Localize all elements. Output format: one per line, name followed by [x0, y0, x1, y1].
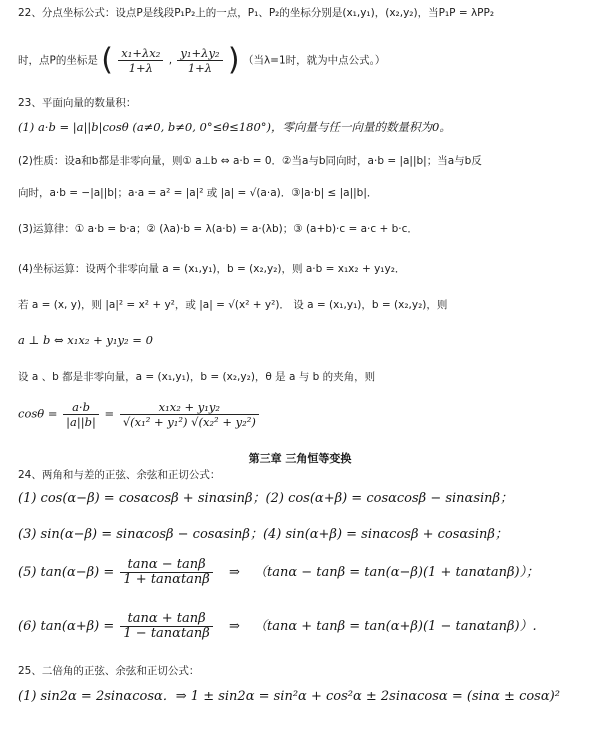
tan-diff-rearranged: （tanα − tanβ = tan(α−β)(1 + tanαtanβ)）； — [254, 565, 540, 580]
implies-arrow: ⇒ — [228, 565, 240, 580]
right-paren: ) — [227, 42, 240, 78]
point-x-denominator: 1+λ — [128, 61, 153, 75]
angle-definition: 设 a 、b 都是非零向量，a = (x₁,y₁)，b = (x₂,y₂)，θ 是 a 与 b 的夹角，则 — [18, 371, 376, 383]
tan-diff-numerator: tanα − tanβ — [120, 558, 212, 573]
cos-fraction-coord — [120, 400, 259, 429]
section-25-heading: 25、二倍角的正弦、余弦和正切公式： — [18, 665, 200, 677]
left-paren: ( — [101, 42, 113, 78]
point-y-denominator: 1+λ — [187, 61, 213, 75]
vector-magnitude: 若 a = (x, y)，则 |a|² = x² + y²，或 |a| = √(x² + y²)． 设 a = (x₁,y₁)，b = (x₂,y₂)，则 — [18, 299, 448, 311]
dot-product-properties-2: 向时，a·b = −|a||b|；a·a = a² = |a|² 或 |a| = √(a·a)．③|a·b| ≤ |a||b|． — [18, 187, 378, 199]
section-24-heading: 24、两角和与差的正弦、余弦和正切公式： — [18, 469, 221, 481]
point-y-fraction — [177, 46, 222, 75]
cos-sum-diff-formulas: (1) cos(α−β) = cosαcosβ + sinαsinβ；(2) cos(α+β) = cosαcosβ − sinαsinβ； — [18, 491, 514, 506]
perpendicular-condition: a ⊥ b ⇔ x₁x₂ + y₁y₂ = 0 — [18, 333, 153, 347]
tan-sum-denominator: 1 − tanαtanβ — [123, 626, 210, 641]
tan-sum-formula — [18, 612, 590, 656]
tan-diff-formula — [18, 558, 590, 602]
dot-product-properties-1: (2)性质：设a和b都是非零向量，则① a⊥b ⇔ a·b = 0．②当a与b同向时，a·b = |a||b|；当a与b反 — [18, 155, 482, 167]
dot-product-coordinates: (4)坐标运算：设两个非零向量 a = (x₁,y₁)，b = (x₂,y₂)，则 a·b = x₁x₂ + y₁y₂． — [18, 263, 406, 275]
cos-numerator-vector: a·b — [63, 400, 99, 415]
dot-product-definition: (1) a·b = |a||b|cosθ (a≠0, b≠0, 0°≤θ≤180°)，零向量与任一向量的数量积为0。 — [18, 120, 451, 134]
tan-diff-fraction — [120, 558, 212, 587]
midpoint-note: （当λ=1时，就为中点公式。） — [242, 54, 386, 67]
cos-denominator-vector: |a||b| — [66, 415, 96, 429]
tan-diff-label: (5) tan(α−β) = — [18, 565, 115, 580]
cos-fraction-vector — [63, 400, 99, 429]
tan-diff-denominator: 1 + tanαtanβ — [123, 572, 210, 587]
section-22-line1: 22、分点坐标公式：设点P是线段P₁P₂上的一点，P₁、P₂的坐标分别是(x₁,y₁)，(x₂,y₂)，当P₁P = λPP₂ — [18, 7, 495, 19]
double-angle-sin-formula: (1) sin2α = 2sinαcosα．⇒ 1 ± sin2α = sin²α + cos²α ± 2sinαcosα = (sinα ± cosα)² — [18, 689, 560, 704]
cos-denominator-coord: √(x₁² + y₁²) √(x₂² + y₂²) — [122, 415, 256, 429]
point-x-fraction — [118, 46, 163, 75]
section-23-heading: 23、平面向量的数量积： — [18, 97, 137, 109]
point-p-prefix: 时，点P的坐标是 — [18, 54, 98, 67]
tan-sum-numerator: tanα + tanβ — [120, 612, 212, 627]
tan-sum-fraction — [120, 612, 212, 641]
point-y-numerator: y₁+λy₂ — [177, 46, 222, 61]
sin-sum-diff-formulas: (3) sin(α−β) = sinαcosβ − cosαsinβ；(4) sin(α+β) = sinαcosβ + cosαsinβ； — [18, 527, 508, 542]
cos-angle-formula: cosθ = $\frac{a\cdot b}{|a||b|}$ = $\frac{\text{x₁x₂ + y₁y₂}}{\text{√(x₁² + y₁²) √(x₂² + y₂²)}}$ — [18, 400, 590, 444]
tan-sum-rearranged: （tanα + tanβ = tan(α+β)(1 − tanαtanβ)）. — [254, 619, 537, 634]
point-x-numerator: x₁+λx₂ — [118, 46, 163, 61]
cos-numerator-coord: x₁x₂ + y₁y₂ — [120, 400, 259, 415]
tan-sum-label: (6) tan(α+β) = — [18, 619, 115, 634]
chapter-3-title: 第三章 三角恒等变换 — [248, 452, 352, 465]
cos-label: cosθ = — [18, 406, 62, 421]
section-22-line2: 时，点P的坐标是 ( $\frac{\text{x₁+λx₂}}{1+\lambda}$ , $\frac{\text{y₁+λy₂}}{1+\lambda}$ ) （当λ=1时，就为中点公式。） — [18, 42, 386, 78]
dot-product-laws: (3)运算律：① a·b = b·a；② (λa)·b = λ(a·b) = a·(λb)；③ (a+b)·c = a·c + b·c． — [18, 223, 418, 235]
implies-arrow: ⇒ — [228, 619, 240, 634]
